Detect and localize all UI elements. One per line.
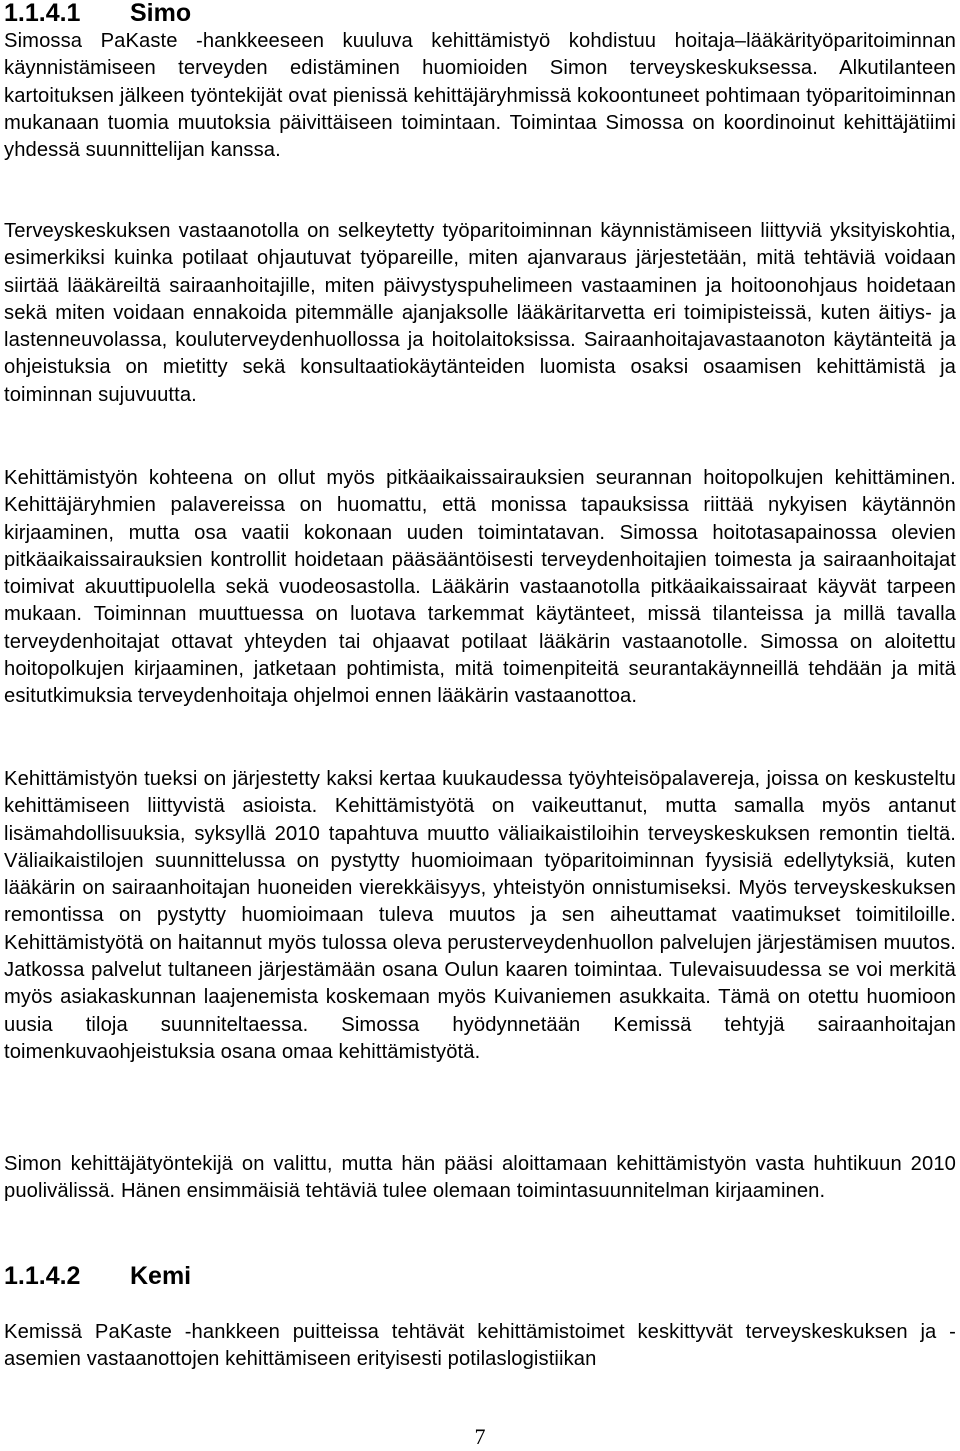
paragraph: Simon kehittäjätyöntekijä on valittu, mutta hän pääsi aloittamaan kehittämistyön vasta huhtikuun 2010 puolivälissä. Hänen ensimmäisiä tehtäviä tulee olemaan toimintasuunnitelman kirjaaminen. (4, 1153, 956, 1203)
page-number: 7 (474, 1424, 486, 1449)
paragraph: Simossa PaKaste -hankkeeseen kuuluva kehittämistyö kohdistuu hoitaja–lääkärityöparitoiminnan käynnistämiseen terveyden edistäminen huomioiden Simon terveyskeskuksessa. Alkutilanteen kartoituksen jälkeen työntekijät ovat pienissä kehittäjäryhmissä kokoontuneet pohtimaan työparitoiminnan mukanaan tuomia muutoksia päivittäiseen toimintaan. Toimintaa Simossa on koordinoinut kehittäjätiimi yhdessä suunnittelijan kanssa. (4, 30, 956, 162)
section-heading-simo (4, 0, 191, 28)
paragraph: Kemissä PaKaste -hankkeen puitteissa tehtävät kehittämistoimet keskittyvät terveyskeskuksen ja -asemien vastaanottojen kehittämiseen erityisesti potilaslogistiikan (4, 1321, 956, 1371)
paragraph: Kehittämistyön tueksi on järjestetty kaksi kertaa kuukaudessa työyhteisöpalavereja, joissa on keskusteltu kehittämiseen liittyvistä asioista. Kehittämistyötä on vaikeuttanut, mutta samalla myös antanut lisämahdollisuuksia, syksyllä 2010 tapahtuva muutto väliaikaistiloihin terveyskeskuksen remontin tieltä. Väliaikaistilojen suunnittelussa on pystytty huomioimaan työparitoiminnan fyysisiä edellytyksiä, kuten lääkärin on sairaanhoitajan huoneiden vierekkäisyys, yhteistyön onnistumiseksi. Myös terveyskeskuksen remontissa on pystytty huomioimaan tuleva muutos ja sen aiheuttamat vaatimukset toimitiloille. Kehittämistyötä on haitannut myös tulossa oleva perusterveydenhuollon palvelujen järjestämisen muutos. Jatkossa palvelut tultaneen järjestämään osana Oulun kaaren toimintaa. Tulevaisuudessa se voi merkitä myös asiakaskunnan laajenemista koskemaan myös Kuivaniemen asukkaita. Tämä on otettu huomioon uusia tiloja suunniteltaessa. Simossa hyödynnetään Kemissä tehtyjä sairaanhoitajan toimenkuvaohjeistuksia osana omaa kehittämistyötä. (4, 768, 956, 1063)
section-title: Kemi (130, 1262, 192, 1290)
section-number: 1.1.4.2 (4, 1262, 81, 1290)
section-number: 1.1.4.1 (4, 0, 81, 27)
section-heading-kemi (4, 1261, 191, 1291)
paragraph: Kehittämistyön kohteena on ollut myös pitkäaikaissairauksien seurannan hoitopolkujen kehittäminen. Kehittäjäryhmien palavereissa on huomattu, että monissa tapauksissa riittää nykyisen käytännön kirjaaminen, mutta osa vaatii kokonaan uuden toimintatavan. Simossa hoitotasapainossa olevien pitkäaikaissairauksien kontrollit hoidetaan pääsääntöisesti terveydenhoitajien toimesta ja sairaanhoitajat toimivat akuuttipuolella sekä vuodeosastolla. Lääkärin vastaanotolla pitkäaikaissairaat käyvät tarpeen mukaan. Toiminnan muuttuessa on luotava tarkemmat käytänteet, missä tilanteissa ja millä tavalla terveydenhoitajat ottavat yhteyden tai ohjaavat potilaat lääkärin vastaanotolle. Simossa on aloitettu hoitopolkujen kirjaaminen, jatketaan pohtimista, mitä toimenpiteitä seurantakäynneillä tehdään ja mitä esitutkimuksia terveydenhoitaja ohjelmoi ennen lääkärin vastaanottoa. (4, 467, 956, 708)
paragraph: Terveyskeskuksen vastaanotolla on selkeytetty työparitoiminnan käynnistämiseen liittyviä yksityiskohtia, esimerkiksi kuinka potilaat ohjautuvat työpareille, miten ajanvaraus järjestetään, mitä tehtäviä voidaan siirtää lääkäreiltä sairaanhoitajille, miten päivystyspuhelimeen vastaaminen ja hoitoonohjaus hoidetaan sekä miten voidaan ennakoida pitemmälle ajanjaksolle lääkäritarvetta eri toimipisteissä, kuten äitiys- ja lastenneuvolassa, kouluterveydenhuollossa ja hoitolaitoksissa. Sairaanhoitajavastaanoton käytänteitä ja ohjeistuksia on mietitty sekä konsultaatiokäytänteiden luomista osaksi osaamisen kehittämistä ja toiminnan sujuvuutta. (4, 220, 956, 406)
section-title: Simo (130, 0, 192, 27)
